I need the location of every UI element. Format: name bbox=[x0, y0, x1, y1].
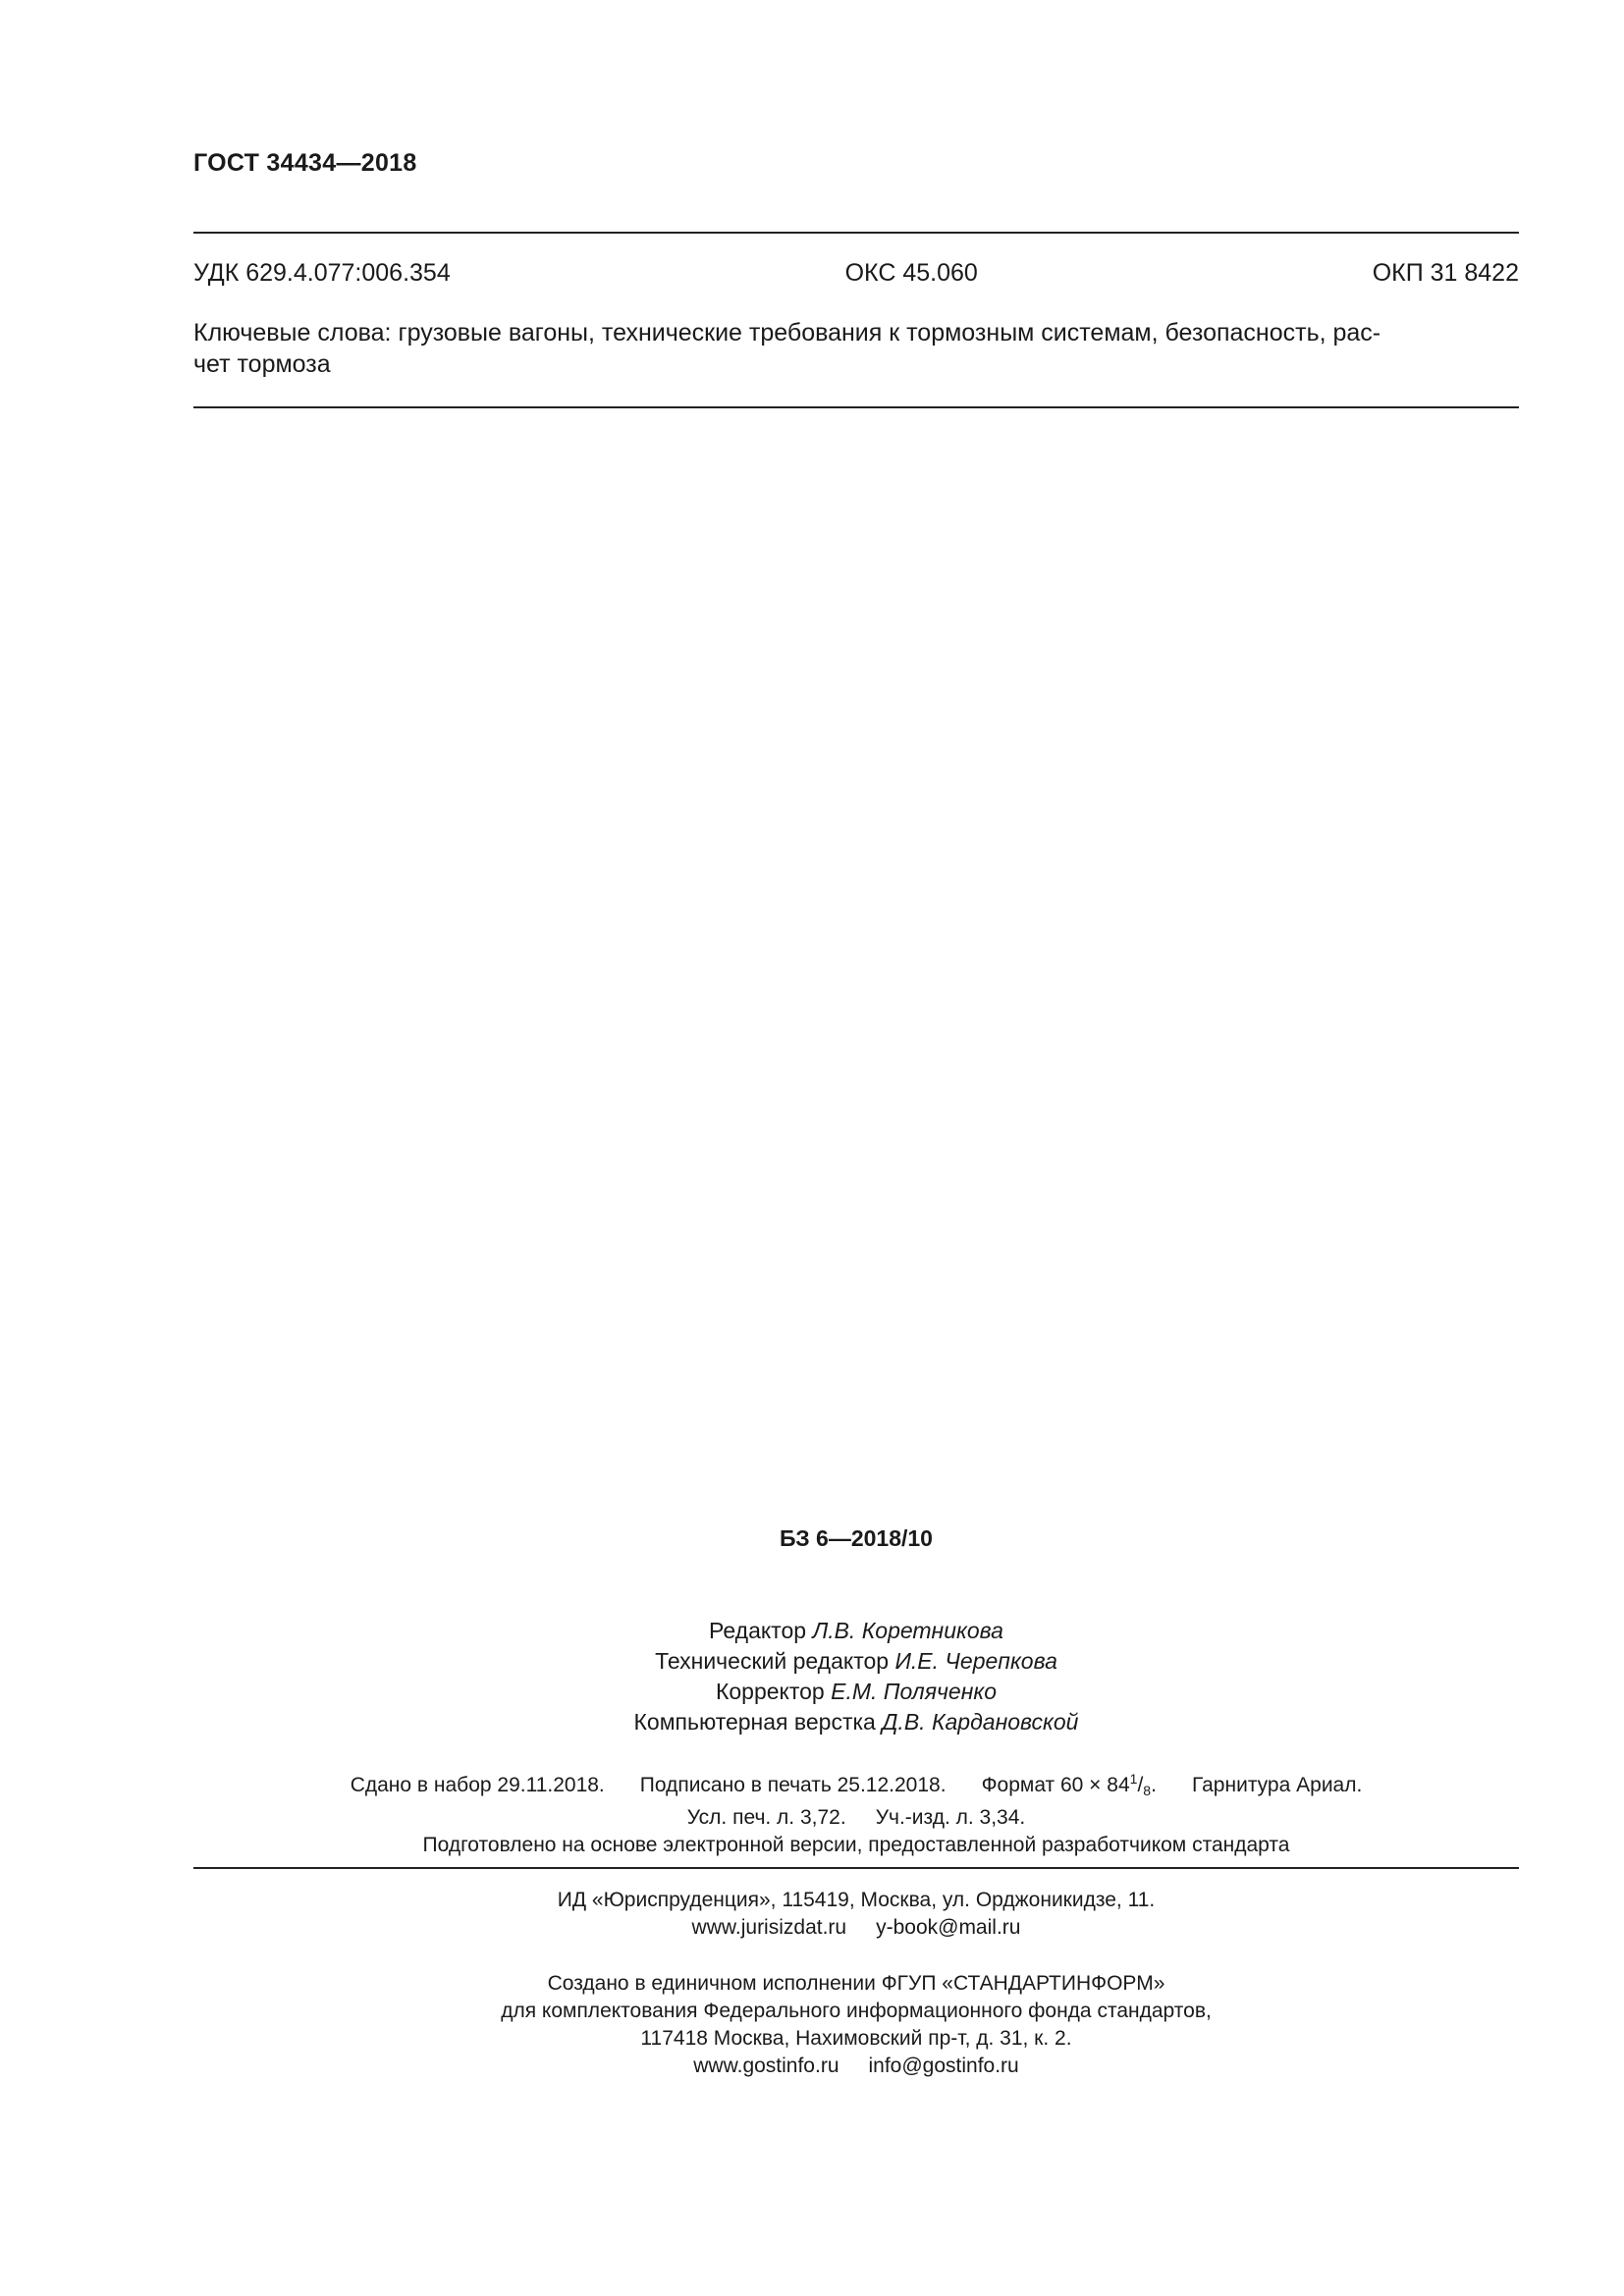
publisher-site-link[interactable]: www.jurisizdat.ru bbox=[691, 1916, 847, 1939]
corrector-role: Корректор bbox=[715, 1679, 825, 1704]
uch-pages: Уч.-изд. л. 3,34. bbox=[875, 1806, 1026, 1829]
editor-name: Л.В. Коретникова bbox=[812, 1618, 1003, 1643]
tech-editor-name: И.Е. Черепкова bbox=[894, 1648, 1057, 1674]
creator-contacts bbox=[0, 2053, 1624, 2080]
creator-email-link[interactable]: info@gostinfo.ru bbox=[868, 2055, 1019, 2077]
keywords-block bbox=[193, 317, 1519, 380]
creator-line-1: Создано в единичном исполнении ФГУП «СТАНДАРТИНФОРМ» bbox=[547, 1972, 1165, 1995]
credit-tech-editor bbox=[0, 1646, 1624, 1677]
print-info-block bbox=[0, 1765, 1624, 1859]
layout-name: Д.В. Кардановской bbox=[882, 1709, 1079, 1735]
signed-date: Подписано в печать 25.12.2018. bbox=[639, 1774, 947, 1796]
keywords-line-1: Ключевые слова: грузовые вагоны, технические требования к тормозным системам, безопасность, рас- bbox=[193, 319, 1381, 347]
bz-number: БЗ 6—2018/10 bbox=[780, 1525, 933, 1551]
layout-role: Компьютерная верстка bbox=[633, 1709, 876, 1735]
publisher-contacts bbox=[0, 1914, 1624, 1942]
print-info-line-1 bbox=[0, 1765, 1624, 1804]
paper-format: Формат $60 \times 84^1/_8$. bbox=[981, 1771, 1157, 1798]
oks-code: ОКС 45.060 bbox=[844, 259, 978, 287]
publisher-block bbox=[0, 1887, 1624, 1942]
creator-line-2: для комплектования Федерального информационного фонда стандартов, bbox=[501, 2000, 1212, 2022]
typeface: Гарнитура Ариал. bbox=[1191, 1774, 1363, 1796]
publisher-address: ИД «Юриспруденция», 115419, Москва, ул. Орджоникидзе, 11. bbox=[557, 1889, 1156, 1911]
okp-code: ОКП 31 8422 bbox=[1372, 259, 1519, 287]
keywords-line-2: чет тормоза bbox=[193, 350, 331, 378]
credit-layout bbox=[0, 1707, 1624, 1737]
credit-corrector bbox=[0, 1677, 1624, 1707]
editor-role: Редактор bbox=[709, 1618, 807, 1643]
prepared-note: Подготовлено на основе электронной версии, предоставленной разработчиком стандарта bbox=[422, 1834, 1290, 1856]
classification-codes bbox=[193, 259, 1519, 288]
udk-code: УДК 629.4.077:006.354 bbox=[193, 259, 451, 287]
keywords-divider bbox=[193, 406, 1519, 408]
creator-line-3: 117418 Москва, Нахимовский пр-т, д. 31, к. 2. bbox=[640, 2027, 1072, 2050]
document-header-title: ГОСТ 34434—2018 bbox=[193, 149, 417, 177]
usl-pages: Усл. печ. л. 3,72. bbox=[686, 1806, 846, 1829]
creator-block bbox=[0, 1970, 1624, 2080]
top-divider bbox=[193, 232, 1519, 234]
print-info-line-2 bbox=[0, 1804, 1624, 1832]
imprint-divider bbox=[193, 1867, 1519, 1869]
tech-editor-role: Технический редактор bbox=[655, 1648, 890, 1674]
publisher-email-link[interactable]: y-book@mail.ru bbox=[876, 1916, 1021, 1939]
creator-site-link[interactable]: www.gostinfo.ru bbox=[693, 2055, 839, 2077]
submitted-date: Сдано в набор 29.11.2018. bbox=[350, 1774, 605, 1796]
corrector-name: Е.М. Поляченко bbox=[831, 1679, 998, 1704]
credit-editor bbox=[0, 1616, 1624, 1646]
credits-block bbox=[0, 1616, 1624, 1737]
